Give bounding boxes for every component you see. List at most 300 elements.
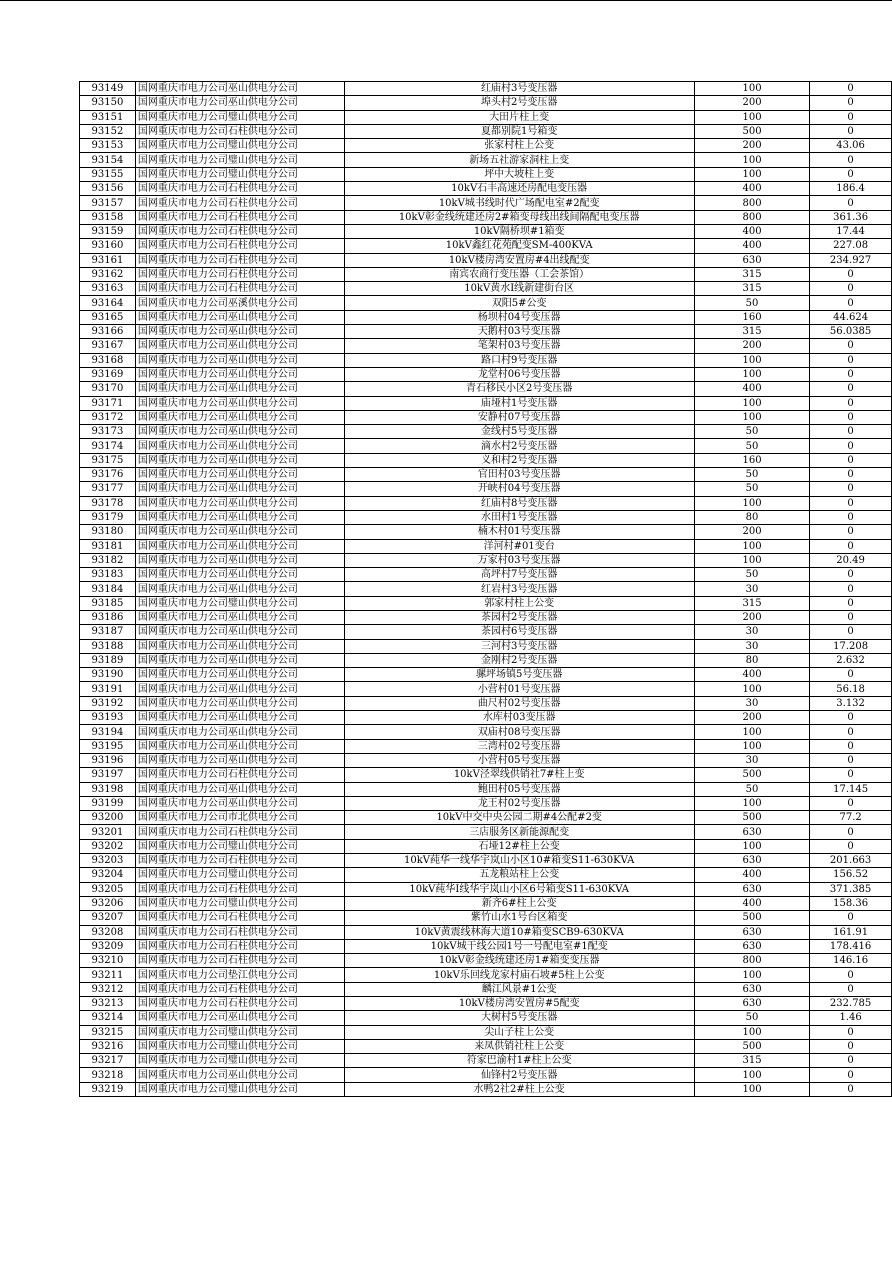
table-row bbox=[80, 224, 892, 238]
transformer-name-cell: 石垭12#柱上公变 bbox=[344, 839, 694, 853]
value-cell: 234.927 bbox=[810, 253, 892, 267]
value-cell: 56.18 bbox=[810, 682, 892, 696]
table-row bbox=[80, 82, 892, 96]
capacity-cell: 100 bbox=[694, 496, 809, 510]
company-cell: 国网重庆市电力公司石柱供电分公司 bbox=[135, 253, 344, 267]
capacity-cell: 50 bbox=[694, 568, 809, 582]
company-cell: 国网重庆市电力公司巫山供电分公司 bbox=[135, 482, 344, 496]
table-row bbox=[80, 282, 892, 296]
value-cell: 161.91 bbox=[810, 925, 892, 939]
capacity-cell: 100 bbox=[694, 553, 809, 567]
transformer-name-cell: 万家村03号变压器 bbox=[344, 553, 694, 567]
value-cell: 0 bbox=[810, 968, 892, 982]
table-row bbox=[80, 353, 892, 367]
value-cell: 0 bbox=[810, 1025, 892, 1039]
value-cell: 0 bbox=[810, 282, 892, 296]
value-cell: 232.785 bbox=[810, 997, 892, 1011]
transformer-name-cell: 红岩村3号变压器 bbox=[344, 582, 694, 596]
company-cell: 国网重庆市电力公司巫山供电分公司 bbox=[135, 625, 344, 639]
transformer-name-cell: 小营村01号变压器 bbox=[344, 682, 694, 696]
capacity-cell: 400 bbox=[694, 382, 809, 396]
transformer-name-cell: 10kV隔桥坝#1箱变 bbox=[344, 224, 694, 238]
capacity-cell: 800 bbox=[694, 196, 809, 210]
company-cell: 国网重庆市电力公司巫溪供电分公司 bbox=[135, 296, 344, 310]
company-cell: 国网重庆市电力公司巫山供电分公司 bbox=[135, 310, 344, 324]
transformer-name-cell: 水鸭2社2#柱上公变 bbox=[344, 1082, 694, 1096]
value-cell: 0 bbox=[810, 1068, 892, 1082]
table-row bbox=[80, 482, 892, 496]
record-id-cell: 93204 bbox=[80, 868, 136, 882]
company-cell: 国网重庆市电力公司石柱供电分公司 bbox=[135, 239, 344, 253]
value-cell: 0 bbox=[810, 496, 892, 510]
transformer-name-cell: 路口村9号变压器 bbox=[344, 353, 694, 367]
record-id-cell: 93150 bbox=[80, 96, 136, 110]
transformer-name-cell: 来凤供销社柱上公变 bbox=[344, 1039, 694, 1053]
record-id-cell: 93183 bbox=[80, 568, 136, 582]
capacity-cell: 500 bbox=[694, 1039, 809, 1053]
company-cell: 国网重庆市电力公司石柱供电分公司 bbox=[135, 282, 344, 296]
value-cell: 0 bbox=[810, 1039, 892, 1053]
company-cell: 国网重庆市电力公司巫山供电分公司 bbox=[135, 510, 344, 524]
transformer-name-cell: 大田片柱上变 bbox=[344, 110, 694, 124]
page-top-rule bbox=[0, 0, 892, 1]
transformer-name-cell: 三湾村02号变压器 bbox=[344, 739, 694, 753]
transformer-name-cell: 龙王村02号变压器 bbox=[344, 796, 694, 810]
table-row bbox=[80, 253, 892, 267]
company-cell: 国网重庆市电力公司巫山供电分公司 bbox=[135, 782, 344, 796]
transformer-name-cell: 新齐6#柱上公变 bbox=[344, 896, 694, 910]
transformer-name-cell: 双阳5#公变 bbox=[344, 296, 694, 310]
capacity-cell: 80 bbox=[694, 510, 809, 524]
table-row bbox=[80, 396, 892, 410]
value-cell: 17.208 bbox=[810, 639, 892, 653]
transformer-name-cell: 庙垭村1号变压器 bbox=[344, 396, 694, 410]
table-row bbox=[80, 596, 892, 610]
record-id-cell: 93214 bbox=[80, 1011, 136, 1025]
value-cell: 0 bbox=[810, 410, 892, 424]
record-id-cell: 93155 bbox=[80, 167, 136, 181]
company-cell: 国网重庆市电力公司巫山供电分公司 bbox=[135, 739, 344, 753]
record-id-cell: 93152 bbox=[80, 124, 136, 138]
company-cell: 国网重庆市电力公司巫山供电分公司 bbox=[135, 396, 344, 410]
value-cell: 2.632 bbox=[810, 653, 892, 667]
capacity-cell: 100 bbox=[694, 110, 809, 124]
company-cell: 国网重庆市电力公司石柱供电分公司 bbox=[135, 825, 344, 839]
capacity-cell: 630 bbox=[694, 825, 809, 839]
company-cell: 国网重庆市电力公司石柱供电分公司 bbox=[135, 224, 344, 238]
company-cell: 国网重庆市电力公司石柱供电分公司 bbox=[135, 954, 344, 968]
capacity-cell: 200 bbox=[694, 339, 809, 353]
transformer-name-cell: 红庙村8号变压器 bbox=[344, 496, 694, 510]
capacity-cell: 200 bbox=[694, 711, 809, 725]
value-cell: 0 bbox=[810, 82, 892, 96]
table-row bbox=[80, 196, 892, 210]
table-row bbox=[80, 610, 892, 624]
company-cell: 国网重庆市电力公司石柱供电分公司 bbox=[135, 210, 344, 224]
capacity-cell: 100 bbox=[694, 396, 809, 410]
company-cell: 国网重庆市电力公司石柱供电分公司 bbox=[135, 882, 344, 896]
transformer-name-cell: 红庙村3号变压器 bbox=[344, 82, 694, 96]
transformer-name-cell: 10kV城干线公园1号一号配电室#1配变 bbox=[344, 939, 694, 953]
capacity-cell: 100 bbox=[694, 153, 809, 167]
value-cell: 0 bbox=[810, 510, 892, 524]
table-row bbox=[80, 968, 892, 982]
transformer-name-cell: 10kV泾翠线供销社7#柱上变 bbox=[344, 768, 694, 782]
table-row bbox=[80, 110, 892, 124]
record-id-cell: 93173 bbox=[80, 425, 136, 439]
record-id-cell: 93215 bbox=[80, 1025, 136, 1039]
company-cell: 国网重庆市电力公司石柱供电分公司 bbox=[135, 925, 344, 939]
record-id-cell: 93160 bbox=[80, 239, 136, 253]
value-cell: 0 bbox=[810, 625, 892, 639]
record-id-cell: 93195 bbox=[80, 739, 136, 753]
table-row bbox=[80, 539, 892, 553]
transformer-name-cell: 郭家村柱上公变 bbox=[344, 596, 694, 610]
capacity-cell: 315 bbox=[694, 282, 809, 296]
record-id-cell: 93196 bbox=[80, 753, 136, 767]
company-cell: 国网重庆市电力公司巫山供电分公司 bbox=[135, 1068, 344, 1082]
capacity-cell: 50 bbox=[694, 439, 809, 453]
transformer-name-cell: 五龙粮站柱上公变 bbox=[344, 868, 694, 882]
capacity-cell: 500 bbox=[694, 768, 809, 782]
value-cell: 0 bbox=[810, 453, 892, 467]
value-cell: 0 bbox=[810, 525, 892, 539]
capacity-cell: 100 bbox=[694, 739, 809, 753]
record-id-cell: 93158 bbox=[80, 210, 136, 224]
record-id-cell: 93201 bbox=[80, 825, 136, 839]
company-cell: 国网重庆市电力公司巫山供电分公司 bbox=[135, 410, 344, 424]
table-row bbox=[80, 525, 892, 539]
capacity-cell: 30 bbox=[694, 625, 809, 639]
value-cell: 361.36 bbox=[810, 210, 892, 224]
value-cell: 17.145 bbox=[810, 782, 892, 796]
company-cell: 国网重庆市电力公司垫江供电分公司 bbox=[135, 968, 344, 982]
capacity-cell: 630 bbox=[694, 253, 809, 267]
company-cell: 国网重庆市电力公司璧山供电分公司 bbox=[135, 1025, 344, 1039]
record-id-cell: 93164 bbox=[80, 296, 136, 310]
table-row bbox=[80, 682, 892, 696]
record-id-cell: 93165 bbox=[80, 310, 136, 324]
company-cell: 国网重庆市电力公司璧山供电分公司 bbox=[135, 896, 344, 910]
table-row bbox=[80, 553, 892, 567]
company-cell: 国网重庆市电力公司巫山供电分公司 bbox=[135, 682, 344, 696]
capacity-cell: 50 bbox=[694, 482, 809, 496]
capacity-cell: 200 bbox=[694, 139, 809, 153]
transformer-name-cell: 10kV莼华一线华宇岚山小区10#箱变S11-630KVA bbox=[344, 854, 694, 868]
transformer-name-cell: 官田村03号变压器 bbox=[344, 468, 694, 482]
table-row bbox=[80, 325, 892, 339]
capacity-cell: 100 bbox=[694, 725, 809, 739]
table-row bbox=[80, 496, 892, 510]
capacity-cell: 30 bbox=[694, 582, 809, 596]
company-cell: 国网重庆市电力公司璧山供电分公司 bbox=[135, 839, 344, 853]
value-cell: 0 bbox=[810, 439, 892, 453]
company-cell: 国网重庆市电力公司巫山供电分公司 bbox=[135, 539, 344, 553]
record-id-cell: 93208 bbox=[80, 925, 136, 939]
transformer-table bbox=[79, 81, 892, 1097]
record-id-cell: 93209 bbox=[80, 939, 136, 953]
value-cell: 0 bbox=[810, 568, 892, 582]
capacity-cell: 630 bbox=[694, 939, 809, 953]
value-cell: 0 bbox=[810, 668, 892, 682]
record-id-cell: 93161 bbox=[80, 253, 136, 267]
record-id-cell: 93198 bbox=[80, 782, 136, 796]
record-id-cell: 93149 bbox=[80, 82, 136, 96]
record-id-cell: 93191 bbox=[80, 682, 136, 696]
table-row bbox=[80, 153, 892, 167]
company-cell: 国网重庆市电力公司巫山供电分公司 bbox=[135, 325, 344, 339]
capacity-cell: 100 bbox=[694, 367, 809, 381]
transformer-name-cell: 杨坝村04号变压器 bbox=[344, 310, 694, 324]
value-cell: 1.46 bbox=[810, 1011, 892, 1025]
record-id-cell: 93206 bbox=[80, 896, 136, 910]
transformer-name-cell: 10kV莼华Ⅰ线华宇岚山小区6号箱变S11-630KVA bbox=[344, 882, 694, 896]
record-id-cell: 93188 bbox=[80, 639, 136, 653]
value-cell: 0 bbox=[810, 539, 892, 553]
transformer-name-cell: 10kV乐回线龙家村庙石坡#5柱上公变 bbox=[344, 968, 694, 982]
value-cell: 0 bbox=[810, 982, 892, 996]
capacity-cell: 50 bbox=[694, 468, 809, 482]
record-id-cell: 93171 bbox=[80, 396, 136, 410]
table-row bbox=[80, 868, 892, 882]
table-row bbox=[80, 296, 892, 310]
transformer-name-cell: 楠木村01号变压器 bbox=[344, 525, 694, 539]
company-cell: 国网重庆市电力公司市北供电分公司 bbox=[135, 811, 344, 825]
table-row bbox=[80, 167, 892, 181]
transformer-name-cell: 麟江风景#1公变 bbox=[344, 982, 694, 996]
transformer-name-cell: 双庙村08号变压器 bbox=[344, 725, 694, 739]
capacity-cell: 800 bbox=[694, 954, 809, 968]
table-row bbox=[80, 939, 892, 953]
record-id-cell: 93186 bbox=[80, 610, 136, 624]
table-row bbox=[80, 839, 892, 853]
transformer-name-cell: 10kV楼房湾安置房#4出线配变 bbox=[344, 253, 694, 267]
record-id-cell: 93216 bbox=[80, 1039, 136, 1053]
table-row bbox=[80, 425, 892, 439]
company-cell: 国网重庆市电力公司巫山供电分公司 bbox=[135, 82, 344, 96]
record-id-cell: 93202 bbox=[80, 839, 136, 853]
transformer-name-cell: 水田村1号变压器 bbox=[344, 510, 694, 524]
capacity-cell: 500 bbox=[694, 811, 809, 825]
company-cell: 国网重庆市电力公司璧山供电分公司 bbox=[135, 167, 344, 181]
transformer-name-cell: 开峡村04号变压器 bbox=[344, 482, 694, 496]
table-row bbox=[80, 239, 892, 253]
value-cell: 0 bbox=[810, 367, 892, 381]
value-cell: 0 bbox=[810, 911, 892, 925]
table-row bbox=[80, 811, 892, 825]
value-cell: 0 bbox=[810, 753, 892, 767]
record-id-cell: 93182 bbox=[80, 553, 136, 567]
transformer-name-cell: 洋河村#01变台 bbox=[344, 539, 694, 553]
capacity-cell: 30 bbox=[694, 753, 809, 767]
transformer-name-cell: 茶园村6号变压器 bbox=[344, 625, 694, 639]
transformer-name-cell: 10kV鑫红花苑配变SM-400KVA bbox=[344, 239, 694, 253]
record-id-cell: 93212 bbox=[80, 982, 136, 996]
transformer-name-cell: 曲尺村02号变压器 bbox=[344, 696, 694, 710]
record-id-cell: 93199 bbox=[80, 796, 136, 810]
value-cell: 3.132 bbox=[810, 696, 892, 710]
table-row bbox=[80, 568, 892, 582]
table-row bbox=[80, 339, 892, 353]
transformer-name-cell: 滴水村2号变压器 bbox=[344, 439, 694, 453]
transformer-name-cell: 10kV彰金线统建还房1#箱变变压器 bbox=[344, 954, 694, 968]
value-cell: 44.624 bbox=[810, 310, 892, 324]
value-cell: 146.16 bbox=[810, 954, 892, 968]
company-cell: 国网重庆市电力公司巫山供电分公司 bbox=[135, 668, 344, 682]
record-id-cell: 93172 bbox=[80, 410, 136, 424]
record-id-cell: 93170 bbox=[80, 382, 136, 396]
table-row bbox=[80, 696, 892, 710]
transformer-name-cell: 张家村柱上公变 bbox=[344, 139, 694, 153]
record-id-cell: 93200 bbox=[80, 811, 136, 825]
table-row bbox=[80, 668, 892, 682]
transformer-name-cell: 10kV中交中央公园二期#4公配#2变 bbox=[344, 811, 694, 825]
record-id-cell: 93217 bbox=[80, 1054, 136, 1068]
table-row bbox=[80, 1011, 892, 1025]
value-cell: 0 bbox=[810, 468, 892, 482]
record-id-cell: 93177 bbox=[80, 482, 136, 496]
transformer-name-cell: 大树村5号变压器 bbox=[344, 1011, 694, 1025]
table-row bbox=[80, 639, 892, 653]
record-id-cell: 93163 bbox=[80, 282, 136, 296]
company-cell: 国网重庆市电力公司巫山供电分公司 bbox=[135, 425, 344, 439]
capacity-cell: 630 bbox=[694, 982, 809, 996]
value-cell: 0 bbox=[810, 582, 892, 596]
record-id-cell: 93213 bbox=[80, 997, 136, 1011]
table-row bbox=[80, 768, 892, 782]
table-row bbox=[80, 582, 892, 596]
company-cell: 国网重庆市电力公司石柱供电分公司 bbox=[135, 982, 344, 996]
company-cell: 国网重庆市电力公司巫山供电分公司 bbox=[135, 339, 344, 353]
transformer-name-cell: 10kV黄水Ⅰ线新建街台区 bbox=[344, 282, 694, 296]
value-cell: 77.2 bbox=[810, 811, 892, 825]
value-cell: 0 bbox=[810, 425, 892, 439]
table-row bbox=[80, 310, 892, 324]
record-id-cell: 93174 bbox=[80, 439, 136, 453]
capacity-cell: 30 bbox=[694, 639, 809, 653]
capacity-cell: 160 bbox=[694, 310, 809, 324]
record-id-cell: 93207 bbox=[80, 911, 136, 925]
record-id-cell: 93178 bbox=[80, 496, 136, 510]
capacity-cell: 200 bbox=[694, 525, 809, 539]
table-row bbox=[80, 753, 892, 767]
capacity-cell: 50 bbox=[694, 296, 809, 310]
table-row bbox=[80, 825, 892, 839]
capacity-cell: 630 bbox=[694, 854, 809, 868]
capacity-cell: 50 bbox=[694, 425, 809, 439]
record-id-cell: 93168 bbox=[80, 353, 136, 367]
capacity-cell: 30 bbox=[694, 696, 809, 710]
record-id-cell: 93166 bbox=[80, 325, 136, 339]
transformer-name-cell: 10kV城书线时代广场配电室#2配变 bbox=[344, 196, 694, 210]
capacity-cell: 100 bbox=[694, 82, 809, 96]
transformer-name-cell: 金线村5号变压器 bbox=[344, 425, 694, 439]
table-row bbox=[80, 124, 892, 138]
table-row bbox=[80, 96, 892, 110]
capacity-cell: 100 bbox=[694, 1068, 809, 1082]
company-cell: 国网重庆市电力公司石柱供电分公司 bbox=[135, 939, 344, 953]
value-cell: 17.44 bbox=[810, 224, 892, 238]
record-id-cell: 93167 bbox=[80, 339, 136, 353]
company-cell: 国网重庆市电力公司石柱供电分公司 bbox=[135, 997, 344, 1011]
company-cell: 国网重庆市电力公司巫山供电分公司 bbox=[135, 1011, 344, 1025]
value-cell: 156.52 bbox=[810, 868, 892, 882]
record-id-cell: 93192 bbox=[80, 696, 136, 710]
record-id-cell: 93175 bbox=[80, 453, 136, 467]
capacity-cell: 400 bbox=[694, 668, 809, 682]
transformer-name-cell: 夏都别院1号箱变 bbox=[344, 124, 694, 138]
transformer-name-cell: 骡坪场镇5号变压器 bbox=[344, 668, 694, 682]
table-row bbox=[80, 882, 892, 896]
company-cell: 国网重庆市电力公司巫山供电分公司 bbox=[135, 96, 344, 110]
company-cell: 国网重庆市电力公司巫山供电分公司 bbox=[135, 639, 344, 653]
table-row bbox=[80, 997, 892, 1011]
company-cell: 国网重庆市电力公司璧山供电分公司 bbox=[135, 1082, 344, 1096]
record-id-cell: 93187 bbox=[80, 625, 136, 639]
value-cell: 0 bbox=[810, 768, 892, 782]
company-cell: 国网重庆市电力公司石柱供电分公司 bbox=[135, 124, 344, 138]
company-cell: 国网重庆市电力公司巫山供电分公司 bbox=[135, 711, 344, 725]
capacity-cell: 200 bbox=[694, 96, 809, 110]
record-id-cell: 93179 bbox=[80, 510, 136, 524]
value-cell: 0 bbox=[810, 725, 892, 739]
company-cell: 国网重庆市电力公司巫山供电分公司 bbox=[135, 382, 344, 396]
table-row bbox=[80, 139, 892, 153]
table-row bbox=[80, 854, 892, 868]
table-row bbox=[80, 1054, 892, 1068]
table-row bbox=[80, 954, 892, 968]
company-cell: 国网重庆市电力公司璧山供电分公司 bbox=[135, 1054, 344, 1068]
value-cell: 20.49 bbox=[810, 553, 892, 567]
value-cell: 0 bbox=[810, 482, 892, 496]
company-cell: 国网重庆市电力公司璧山供电分公司 bbox=[135, 153, 344, 167]
capacity-cell: 315 bbox=[694, 267, 809, 281]
value-cell: 0 bbox=[810, 110, 892, 124]
record-id-cell: 93157 bbox=[80, 196, 136, 210]
value-cell: 0 bbox=[810, 739, 892, 753]
capacity-cell: 100 bbox=[694, 539, 809, 553]
value-cell: 186.4 bbox=[810, 182, 892, 196]
record-id-cell: 93203 bbox=[80, 854, 136, 868]
table-row bbox=[80, 410, 892, 424]
transformer-name-cell: 茶园村2号变压器 bbox=[344, 610, 694, 624]
record-id-cell: 93162 bbox=[80, 267, 136, 281]
transformer-name-cell: 新场五社游家洞柱上变 bbox=[344, 153, 694, 167]
table-row bbox=[80, 382, 892, 396]
transformer-name-cell: 水库村03变压器 bbox=[344, 711, 694, 725]
table-row bbox=[80, 725, 892, 739]
transformer-name-cell: 坪中大坡柱上变 bbox=[344, 167, 694, 181]
record-id-cell: 93210 bbox=[80, 954, 136, 968]
company-cell: 国网重庆市电力公司璧山供电分公司 bbox=[135, 110, 344, 124]
table-row bbox=[80, 267, 892, 281]
value-cell: 178.416 bbox=[810, 939, 892, 953]
value-cell: 56.0385 bbox=[810, 325, 892, 339]
company-cell: 国网重庆市电力公司石柱供电分公司 bbox=[135, 768, 344, 782]
transformer-name-cell: 10kV彰金线统建还房2#箱变母线出线间隔配电变压器 bbox=[344, 210, 694, 224]
company-cell: 国网重庆市电力公司石柱供电分公司 bbox=[135, 196, 344, 210]
company-cell: 国网重庆市电力公司石柱供电分公司 bbox=[135, 182, 344, 196]
table-row bbox=[80, 739, 892, 753]
capacity-cell: 100 bbox=[694, 968, 809, 982]
value-cell: 0 bbox=[810, 267, 892, 281]
record-id-cell: 93185 bbox=[80, 596, 136, 610]
capacity-cell: 315 bbox=[694, 596, 809, 610]
capacity-cell: 315 bbox=[694, 325, 809, 339]
transformer-name-cell: 义和村2号变压器 bbox=[344, 453, 694, 467]
record-id-cell: 93156 bbox=[80, 182, 136, 196]
company-cell: 国网重庆市电力公司巫山供电分公司 bbox=[135, 525, 344, 539]
